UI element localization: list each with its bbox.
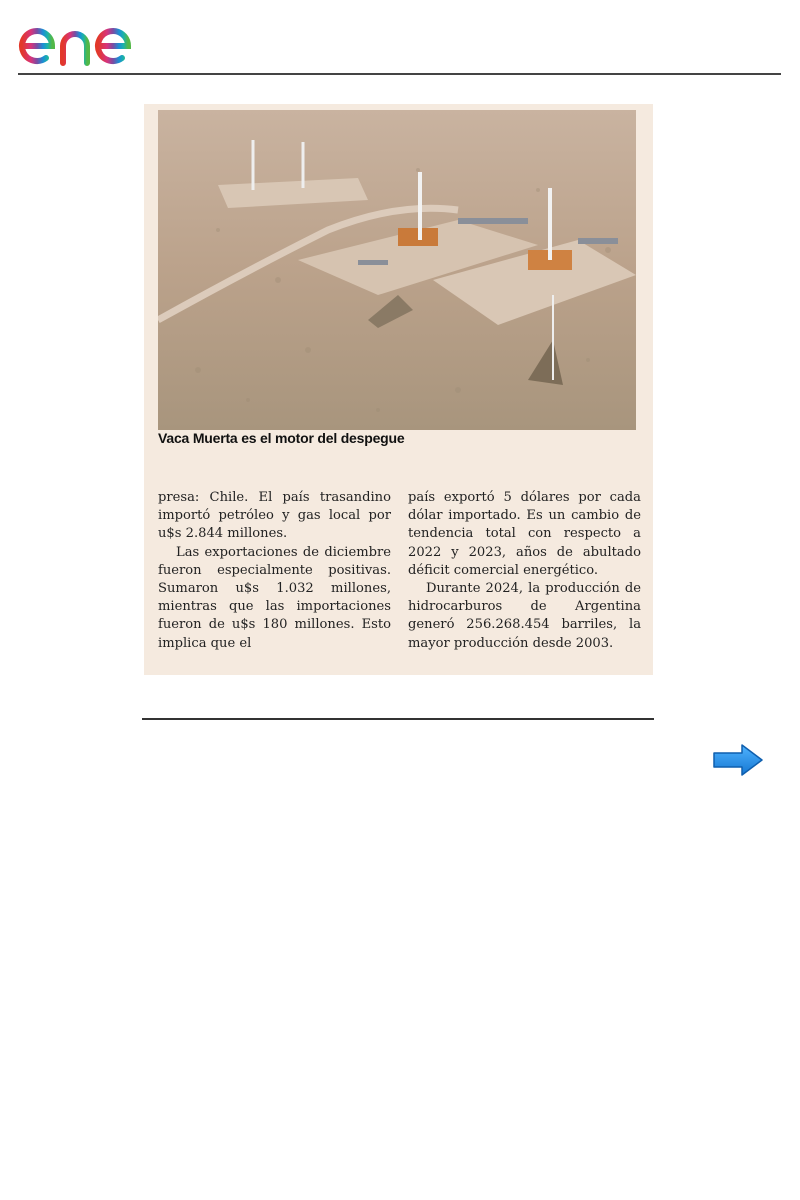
paragraph: presa: Chile. El país trasandino importó petróleo y gas local por u$s 2.844 millones. [158, 490, 391, 542]
oil-field-photo [158, 110, 636, 430]
paragraph: país exportó 5 dólares por cada dólar importado. Es un cambio de tendencia total con respecto a 2022 y 2023, años de abultado déficit comercial energético. [408, 490, 641, 578]
right-arrow-icon[interactable] [712, 743, 764, 777]
enel-logo [18, 8, 170, 68]
article-column-right [408, 489, 641, 653]
clipping-divider [142, 718, 654, 720]
header-divider [18, 73, 781, 75]
paragraph: Durante 2024, la producción de hidrocarburos de Argentina generó 256.268.454 barriles, la mayor producción desde 2003. [408, 581, 641, 651]
news-clipping [144, 104, 653, 675]
paragraph: Las exportaciones de diciembre fueron especialmente positivas. Sumaron u$s 1.032 millones, mientras que las importaciones fueron de u$s 180 millones. Esto implica que el [158, 544, 391, 651]
photo-caption: Vaca Muerta es el motor del despegue [158, 430, 405, 446]
article-column-left [158, 489, 391, 653]
